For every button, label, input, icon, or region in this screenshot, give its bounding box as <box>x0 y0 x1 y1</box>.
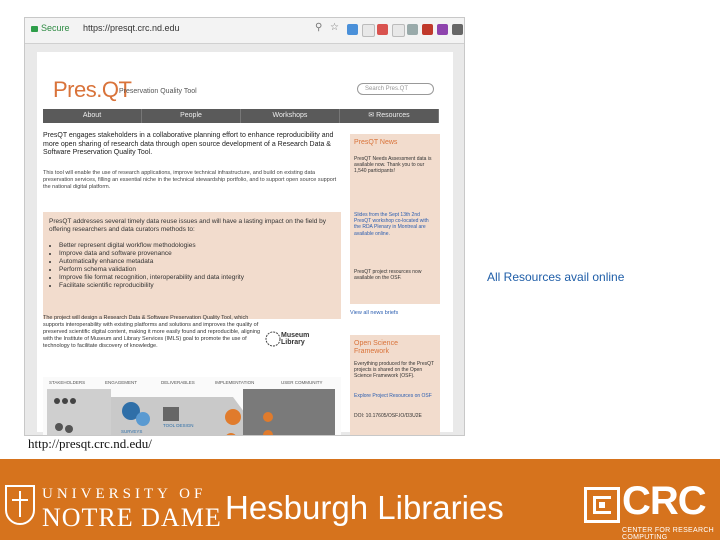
nav-about[interactable]: About <box>43 109 142 123</box>
diagram-node: SURVEYS <box>121 429 143 434</box>
hesburgh-libraries: Hesburgh Libraries <box>225 489 504 526</box>
slide-footer <box>0 459 720 540</box>
news-panel <box>350 134 440 304</box>
nd-line-2: NOTRE DAME <box>42 503 222 532</box>
secure-label: Secure <box>41 23 70 33</box>
imls-mark-icon <box>265 327 281 351</box>
menu-icon <box>452 24 463 35</box>
website-screenshot <box>24 17 465 436</box>
news-item[interactable]: Slides from the Sept 13th 2nd PresQT workshop co-located with the RDA Plenary in Montreal are available online. <box>354 212 429 237</box>
nav-resources[interactable]: ✉ Resources <box>340 109 439 123</box>
list-item: • Facilitate scientific reproducibility <box>59 282 244 290</box>
extension-icon <box>347 24 358 35</box>
news-heading: PresQT News <box>354 139 398 146</box>
crc-logo-icon <box>584 487 620 523</box>
lock-icon <box>31 26 38 32</box>
search-input[interactable]: Search Pres.QT <box>357 83 434 95</box>
intro-text: PresQT engages stakeholders in a collaborative planning effort to enhance reproducibility and more open sharing of research data through open source development of a Research Data & Software Preservation Quality Tool. <box>43 132 334 156</box>
main-nav <box>43 109 439 123</box>
extension-icon <box>407 24 418 35</box>
list-item: • Improve file format recognition, interoperability and data integrity <box>59 274 244 282</box>
goals-box <box>43 212 341 319</box>
diagram-graphic <box>43 387 341 436</box>
osf-heading: Open Science Framework <box>354 340 398 355</box>
site-logo[interactable]: Pres.QT <box>53 77 132 102</box>
nd-line-1: UNIVERSITY OF <box>42 486 207 502</box>
osf-panel <box>350 335 440 436</box>
browser-address-bar <box>25 18 464 44</box>
list-item: • Perform schema validation <box>59 266 244 274</box>
nav-workshops[interactable]: Workshops <box>241 109 340 123</box>
crc-wordmark: CRC <box>622 479 706 523</box>
diagram-label: DELIVERABLES <box>161 380 195 385</box>
news-item[interactable]: PresQT Needs Assessment data is available now. Thank you to our 1,540 participants! <box>354 156 432 175</box>
notre-dame-seal-icon <box>5 485 35 525</box>
resources-caption: All Resources avail online <box>487 270 625 284</box>
intro-detail: This tool will enable the use of research applications, improve technical infrastructure, and build on existing data preservation services, filling an essential niche in the technical stewardship portfolio, and to support open source support the national digital platform. <box>43 170 337 190</box>
star-icon: ☆ <box>330 22 339 33</box>
nav-people[interactable]: People <box>142 109 241 123</box>
url-text[interactable]: https://presqt.crc.nd.edu <box>83 23 180 33</box>
extension-icon <box>422 24 433 35</box>
goals-list <box>49 242 244 290</box>
imls-logo: Museum Library <box>265 327 335 353</box>
list-item: • Improve data and software provenance <box>59 250 244 258</box>
crc-subtitle: CENTER FOR RESEARCH COMPUTING <box>622 527 715 541</box>
diagram-label: IMPLEMENTATION <box>215 380 255 385</box>
list-item: • Better represent digital workflow methodologies <box>59 242 244 250</box>
extension-icon <box>377 24 388 35</box>
presqt-page <box>37 52 453 432</box>
project-diagram <box>43 377 341 436</box>
project-description: The project will design a Research Data & Software Preservation Quality Tool, which supports interoperability with existing platforms and solutions and improves the quality of preserved scientific digital content, making it more easily found and reproducible, aligning with the Institute of Museum and Library Services (IMLS) goal to promote the use of technology to facilitate discovery of knowledge. <box>43 315 261 349</box>
extension-icon <box>392 24 405 37</box>
osf-doi: DOI: 10.17605/OSF.IO/D3U2E <box>354 413 422 419</box>
list-item: • Automatically enhance metadata <box>59 258 244 266</box>
url-caption: http://presqt.crc.nd.edu/ <box>28 436 152 451</box>
search-icon: ⚲ <box>315 22 323 33</box>
diagram-label: ENGAGEMENT <box>105 380 138 385</box>
extension-icon <box>437 24 448 35</box>
osf-link[interactable]: Explore Project Resources on OSF <box>354 393 432 399</box>
site-tagline: Preservation Quality Tool <box>119 88 197 95</box>
diagram-label: STAKEHOLDERS <box>49 380 86 385</box>
diagram-label: USER COMMUNITY <box>281 380 323 385</box>
osf-text: Everything produced for the PresQT projects is shared on the Open Science Framework (OSF). <box>354 361 434 380</box>
view-all-news-link[interactable]: View all news briefs <box>350 310 399 316</box>
goals-text: PresQT addresses several timely data reuse issues and will have a lasting impact on the field by offering researchers and data curators methods to: <box>49 218 326 233</box>
news-item[interactable]: PresQT project resources now available on the OSF. <box>354 269 422 282</box>
diagram-node: TOOL DESIGN <box>163 423 194 428</box>
extension-icon <box>362 24 375 37</box>
